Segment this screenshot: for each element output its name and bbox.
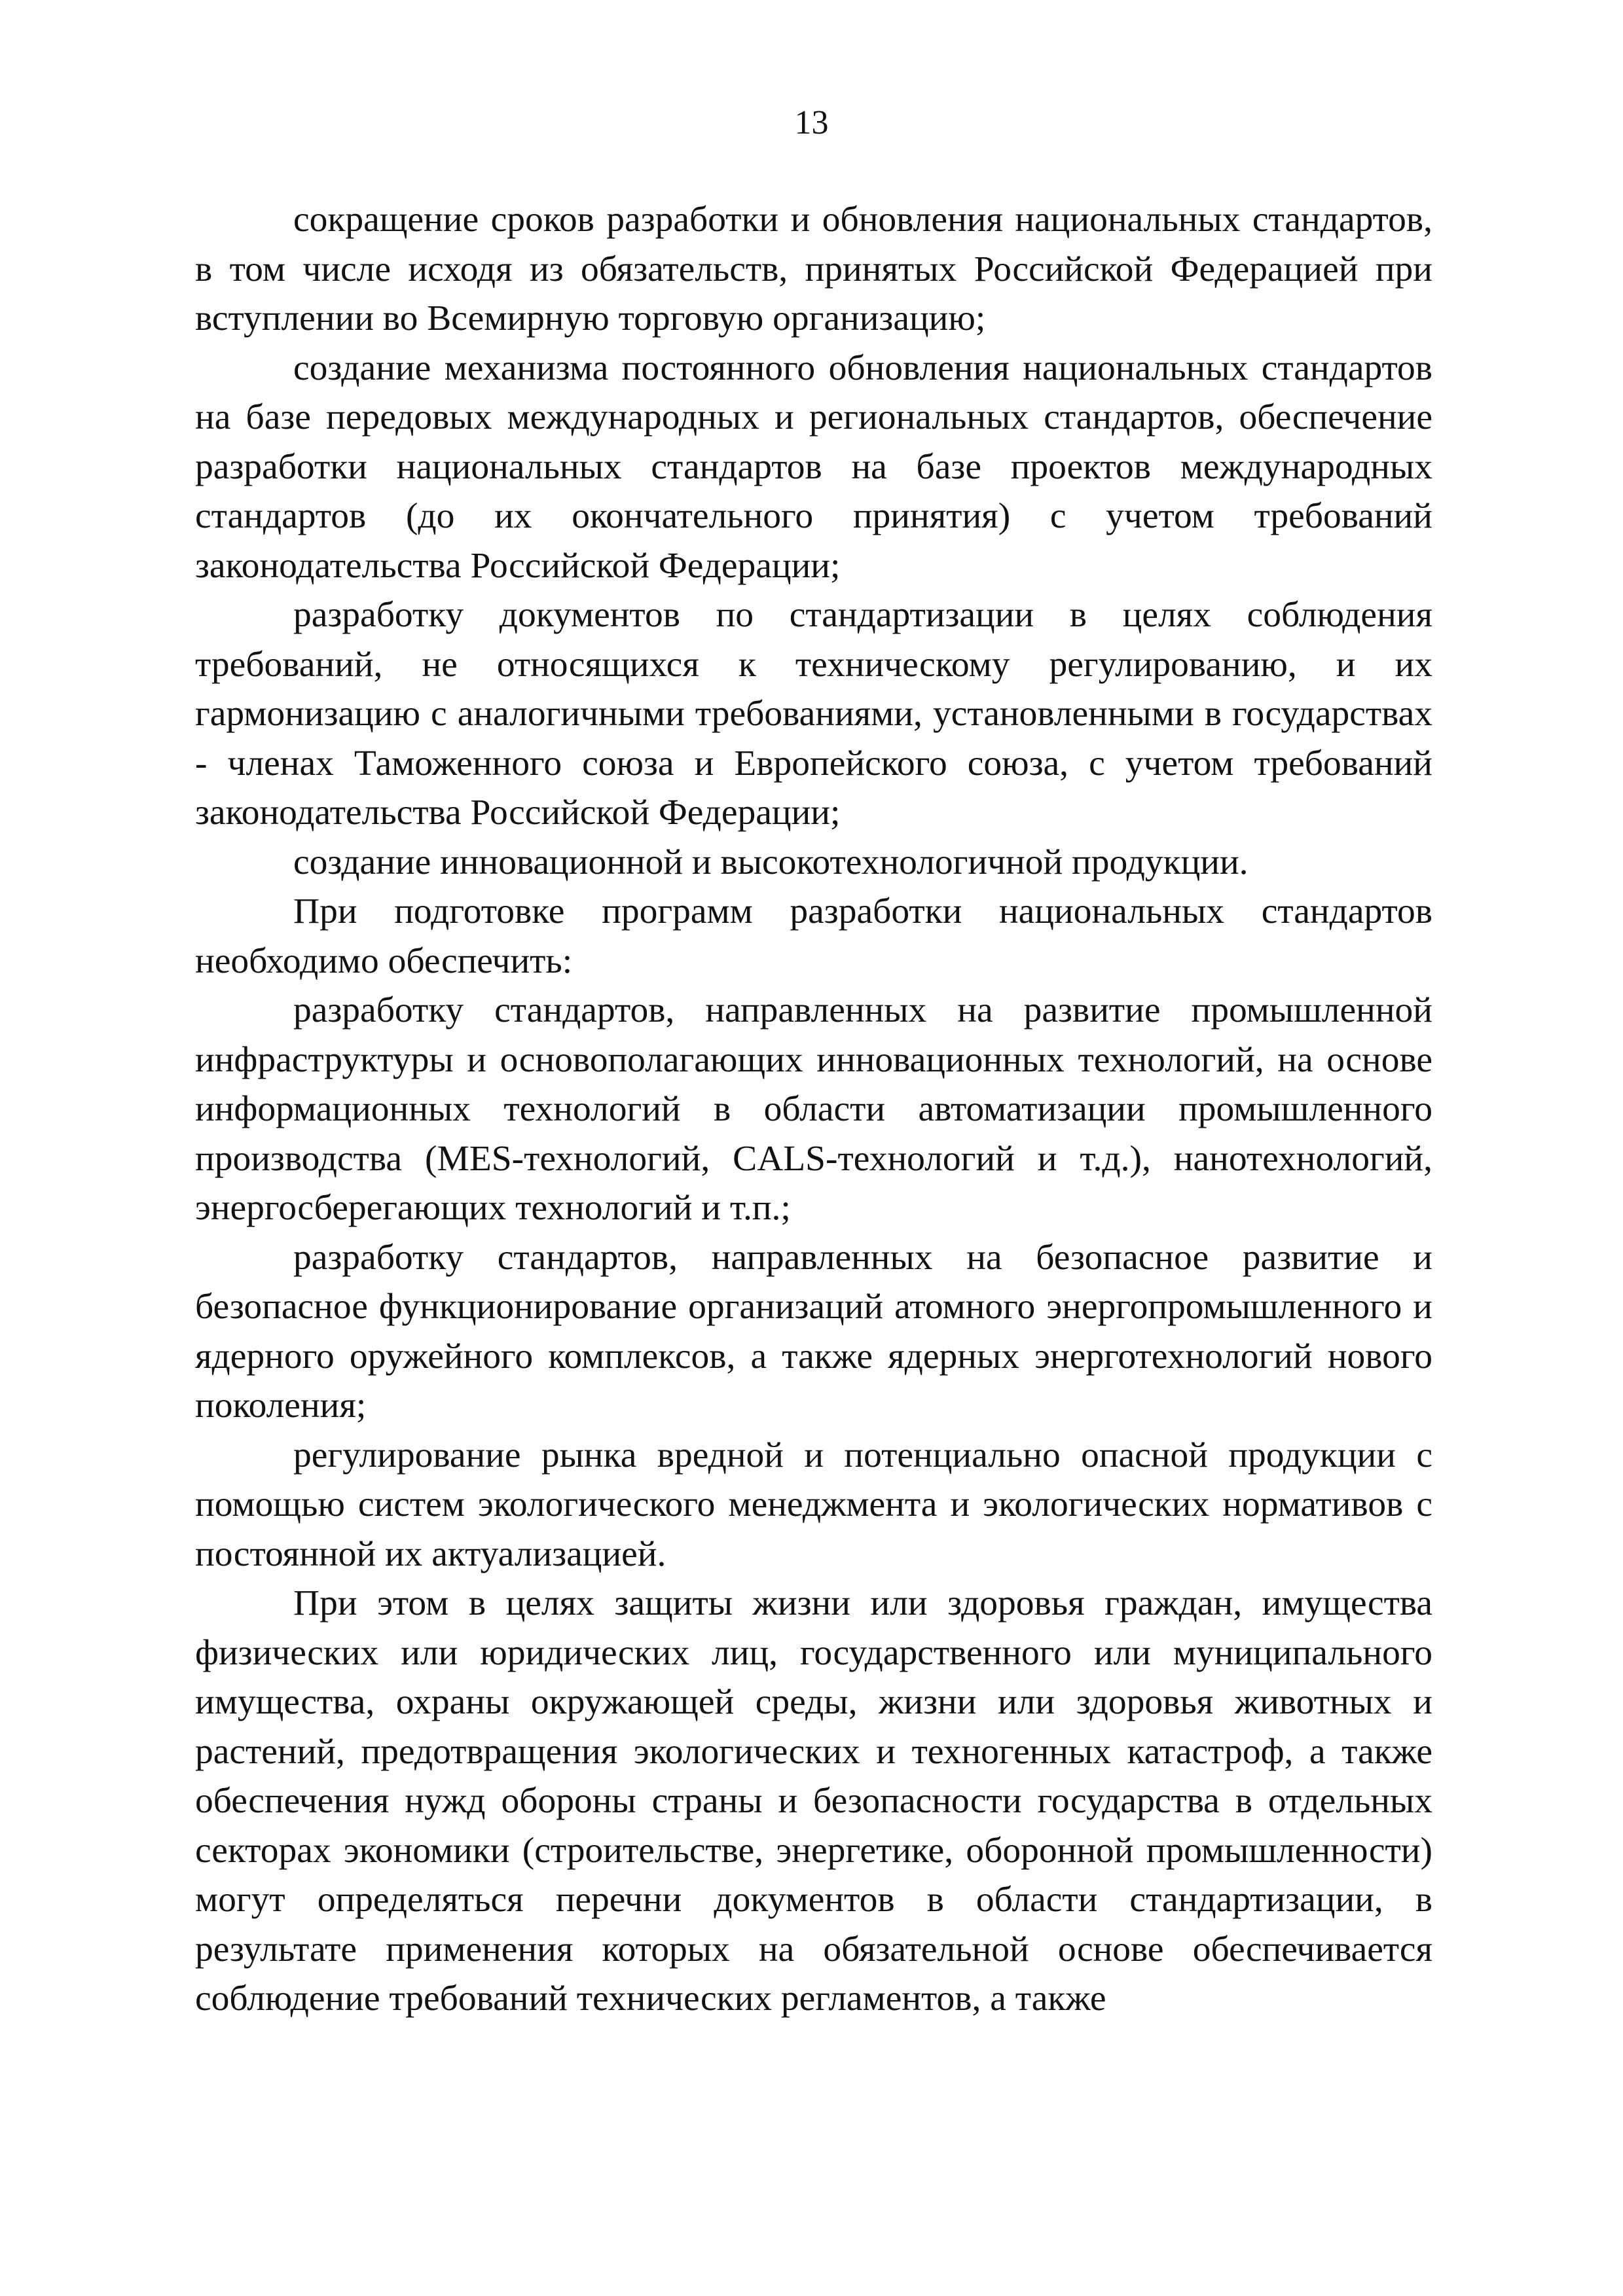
- paragraph-shorten-development-terms: сокращение сроков разработки и обновления национальных стандартов, в том числе исходя из обязательств, принятых Российской Федерацией при вступлении во Всемирную торговую организацию;: [195, 200, 1432, 338]
- paragraph-program-preparation: При подготовке программ разработки национальных стандартов необходимо обеспечить:: [195, 891, 1432, 981]
- page-number: 13: [794, 104, 829, 141]
- paragraph-nuclear-safety: разработку стандартов, направленных на безопасное развитие и безопасное функционирование организаций атомного энергопромышленного и ядерного оружейного комплексов, а также ядерных энерготехнологий нового поколения;: [195, 1237, 1432, 1426]
- paragraph-hazardous-products: регулирование рынка вредной и потенциально опасной продукции с помощью систем экологического менеджмента и экологических нормативов с постоянной их актуализацией.: [195, 1435, 1432, 1574]
- body-text: [195, 195, 1432, 2024]
- paragraph-industrial-infrastructure: разработку стандартов, направленных на развитие промышленной инфраструктуры и основополагающих инновационных технологий, на основе информационных технологий в области автоматизации промышленного производства (MES-технологий, CALS-технологий и т.д.), нанотехнологий, энергосберегающих технологий и т.п.;: [195, 990, 1432, 1228]
- paragraph-standardization-documents: разработку документов по стандартизации в целях соблюдения требований, не относящихся к техническому регулированию, и их гармонизацию с аналогичными требованиями, установленными в государствах - членах Таможенного союза и Европейского союза, с учетом требований законодательства Российской Федерации;: [195, 595, 1432, 833]
- paragraph-innovative-products: создание инновационной и высокотехнологичной продукции.: [293, 842, 1249, 882]
- paragraph-update-mechanism: создание механизма постоянного обновления национальных стандартов на базе передовых международных и региональных стандартов, обеспечение разработки национальных стандартов на базе проектов международных стандартов (до их окончательного принятия) с учетом требований законодательства Российской Федерации;: [195, 348, 1432, 586]
- paragraph-protection-purposes: При этом в целях защиты жизни или здоровья граждан, имущества физических или юридических лиц, государственного или муниципального имущества, охраны окружающей среды, жизни или здоровья животных и растений, предотвращения экологических и техногенных катастроф, а также обеспечения нужд обороны страны и безопасности государства в отдельных секторах экономики (строительстве, энергетике, оборонной промышленности) могут определяться перечни документов в области стандартизации, в результате применения которых на обязательной основе обеспечивается соблюдение требований технических регламентов, а также: [195, 1583, 1432, 2018]
